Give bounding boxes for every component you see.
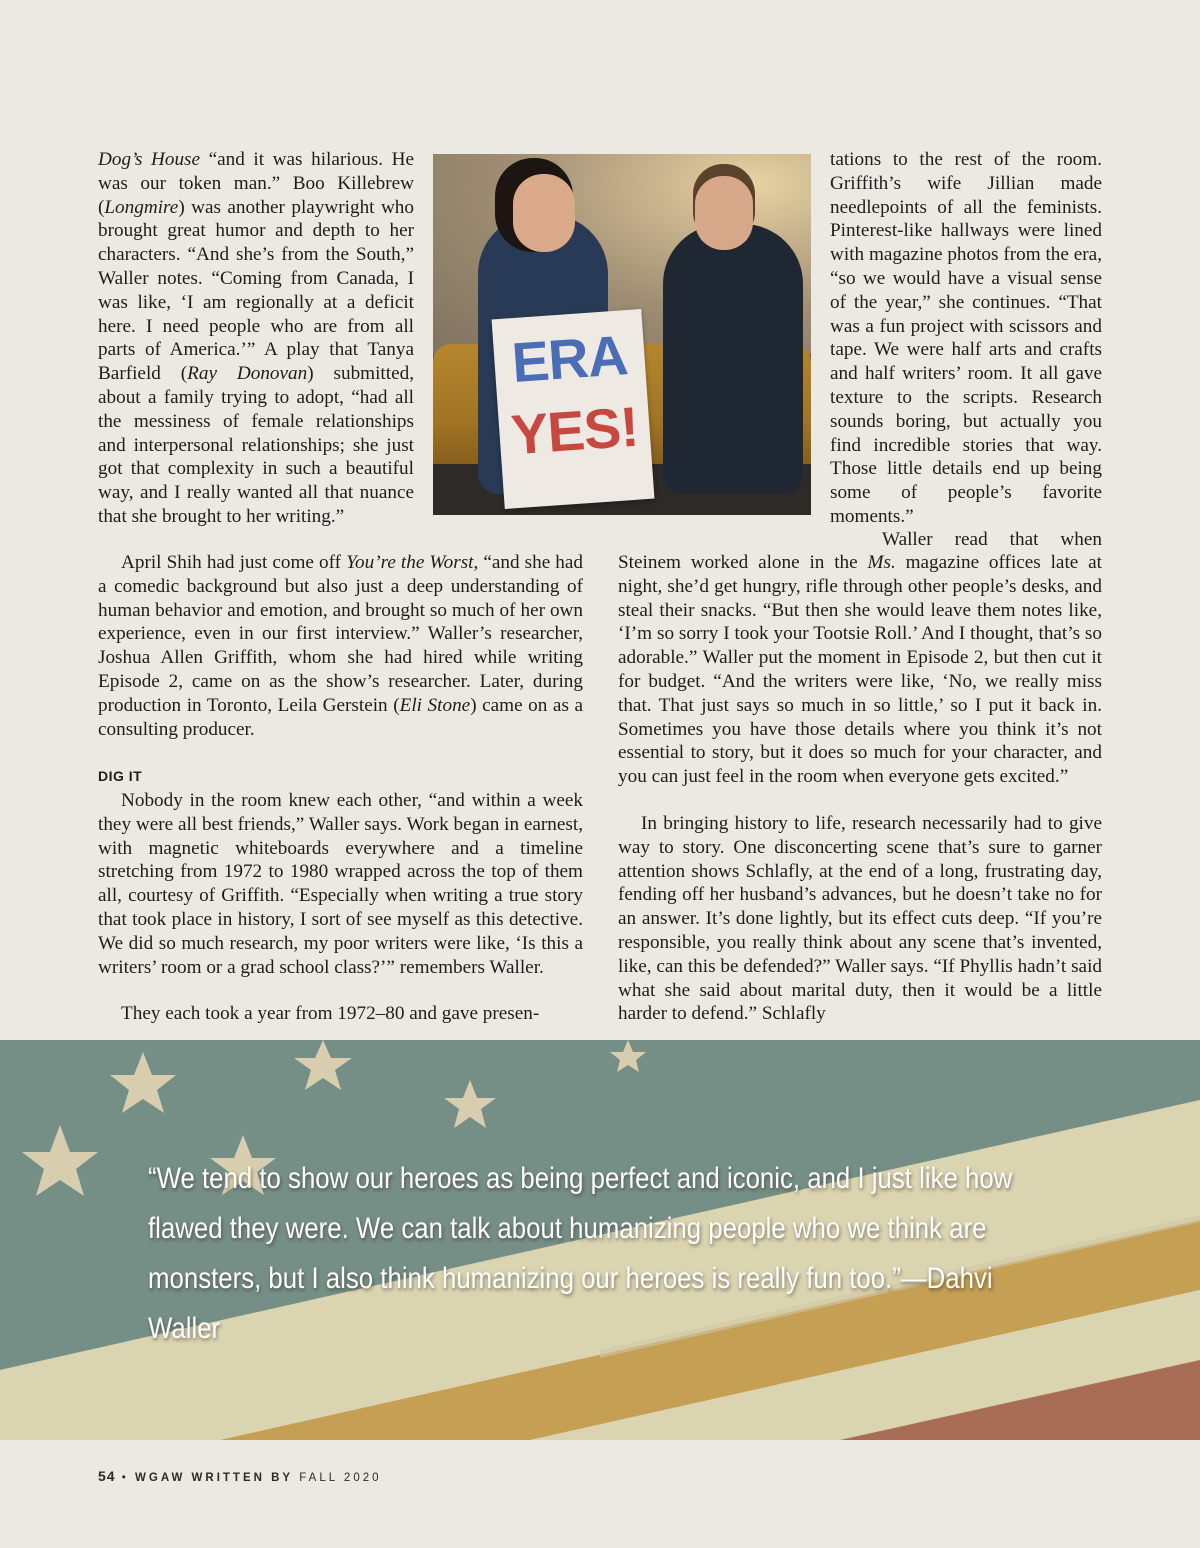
show-title: Eli Stone bbox=[399, 694, 471, 716]
page-footer bbox=[98, 1468, 382, 1484]
article-paragraph bbox=[882, 528, 1102, 552]
show-title: Longmire bbox=[104, 196, 179, 218]
footer-bullet: • bbox=[121, 1472, 129, 1484]
article-paragraph bbox=[98, 551, 583, 741]
sign-line-yes: YES! bbox=[509, 394, 640, 467]
article-paragraph: They each took a year from 1972–80 and gave presen- bbox=[121, 1003, 540, 1024]
body-text: ) came on as a consulting producer. bbox=[98, 694, 583, 740]
sign-line-era: ERA bbox=[509, 323, 630, 395]
article-paragraph bbox=[618, 551, 1102, 789]
body-text: ) was another playwright who brought great humor and depth to her characters. “And she’s from the South,” Waller notes. “Coming from Canada, I was like, ‘I am regionally at a deficit here. I need people who are from all parts of America.’” A play that Tanya Barfield ( bbox=[98, 196, 414, 385]
article-paragraph bbox=[98, 148, 414, 529]
body-text: Steinem worked alone in the bbox=[618, 552, 868, 573]
issue-label: FALL 2020 bbox=[299, 1472, 382, 1484]
article-paragraph: Nobody in the room knew each other, “and within a week they were all best friends,” Waller says. Work began in earnest, with magnetic whiteboards everywhere and a timeline stretching from 1972 to 1980 wrapped across the top of them all, courtesy of Griffith. “Especially when writing a true story that took place in history, I sort of see myself as this detective. We did so much research, my poor writers were like, ‘Is this a writers’ room or a grad school class?’” remembers Waller. bbox=[98, 790, 583, 978]
body-text: April Shih had just come off bbox=[121, 552, 347, 573]
body-text: “and it was hilarious. He was our token man.” Boo Killebrew ( bbox=[98, 149, 415, 218]
photo-head-right bbox=[695, 176, 753, 250]
pull-quote: “We tend to show our heroes as being perfect and iconic, and I just like how flawed they were. We can talk about humanizing people who we think are monsters, but I also think humanizing our heroes is really fun too.”—Dahvi Waller bbox=[148, 1162, 1013, 1345]
show-title: Dog’s House bbox=[98, 149, 201, 170]
body-text: ) submitted, about a family trying to adopt, “had all the messiness of female relationships and interpersonal relationships; she just got that complexity in such a beautiful way, and I really wanted all that nuance that she brought to her writing.” bbox=[98, 363, 414, 527]
section-subhead: DIG IT bbox=[98, 768, 143, 784]
body-text: Waller read that when bbox=[882, 529, 1102, 550]
article-photo bbox=[433, 154, 811, 515]
article-paragraph: tations to the rest of the room. Griffith’s wife Jillian made needlepoints of all the feminists. Pinterest-like hallways were lined with magazine photos from the era, “so we would have a visual sense of the year,” she continues. “That was a fun project with scissors and tape. We were half arts and crafts and half writers’ room. It all gave texture to the scripts. Research sounds boring, but actually you find incredible stories that way. Those little details end up being some of people’s favorite moments.” bbox=[830, 149, 1102, 527]
show-title: You’re the Worst bbox=[346, 552, 474, 573]
magazine-title: Ms. bbox=[867, 552, 896, 573]
era-yes-sign bbox=[492, 309, 655, 509]
show-title: Ray Donovan bbox=[187, 363, 308, 385]
photo-head-left bbox=[513, 174, 575, 252]
page-number: 54 bbox=[98, 1468, 116, 1484]
publication-name: WGAW WRITTEN BY bbox=[135, 1472, 294, 1484]
photo-person-right bbox=[663, 224, 803, 494]
body-text: , “and she had a comedic background but also just a deep understanding of human behavior and emotion, and brought so much of her own experience, even in our first interview.” Waller’s researcher, Joshua Allen Griffith, whom she had hired while writing Episode 2, came on as the show’s researcher. Later, during production in Toronto, Leila Gerstein ( bbox=[98, 552, 583, 716]
body-text: magazine offices late at night, she’d get hungry, rifle through other people’s desks, and steal their snacks. “But then she would leave them notes like, ‘I’m so sorry I took your Tootsie Roll.’ And I thought, that’s so adorable.” Waller put the moment in Episode 2, but then cut it for budget. “And the writers were like, ‘No, we really miss that. That just says so much in so little,’ so I put it back in. Sometimes you have those details where you think it’s not essential to story, but it does so much for your character, and you can just feel in the room when everyone gets excited.” bbox=[618, 552, 1102, 788]
article-paragraph: In bringing history to life, research necessarily had to give way to story. One disconcerting scene that’s sure to garner attention shows Schlafly, at the end of a long, frustrating day, fending off her husband’s advances, but he doesn’t take no for an answer. It’s done lightly, but its effect cuts deep. “If you’re responsible, you really think about any scene that’s invented, like, can this be defended?” Waller says. “If Phyllis hadn’t said what she said about marital duty, then it would be a little harder to defend.” Schlafly bbox=[618, 813, 1102, 1025]
